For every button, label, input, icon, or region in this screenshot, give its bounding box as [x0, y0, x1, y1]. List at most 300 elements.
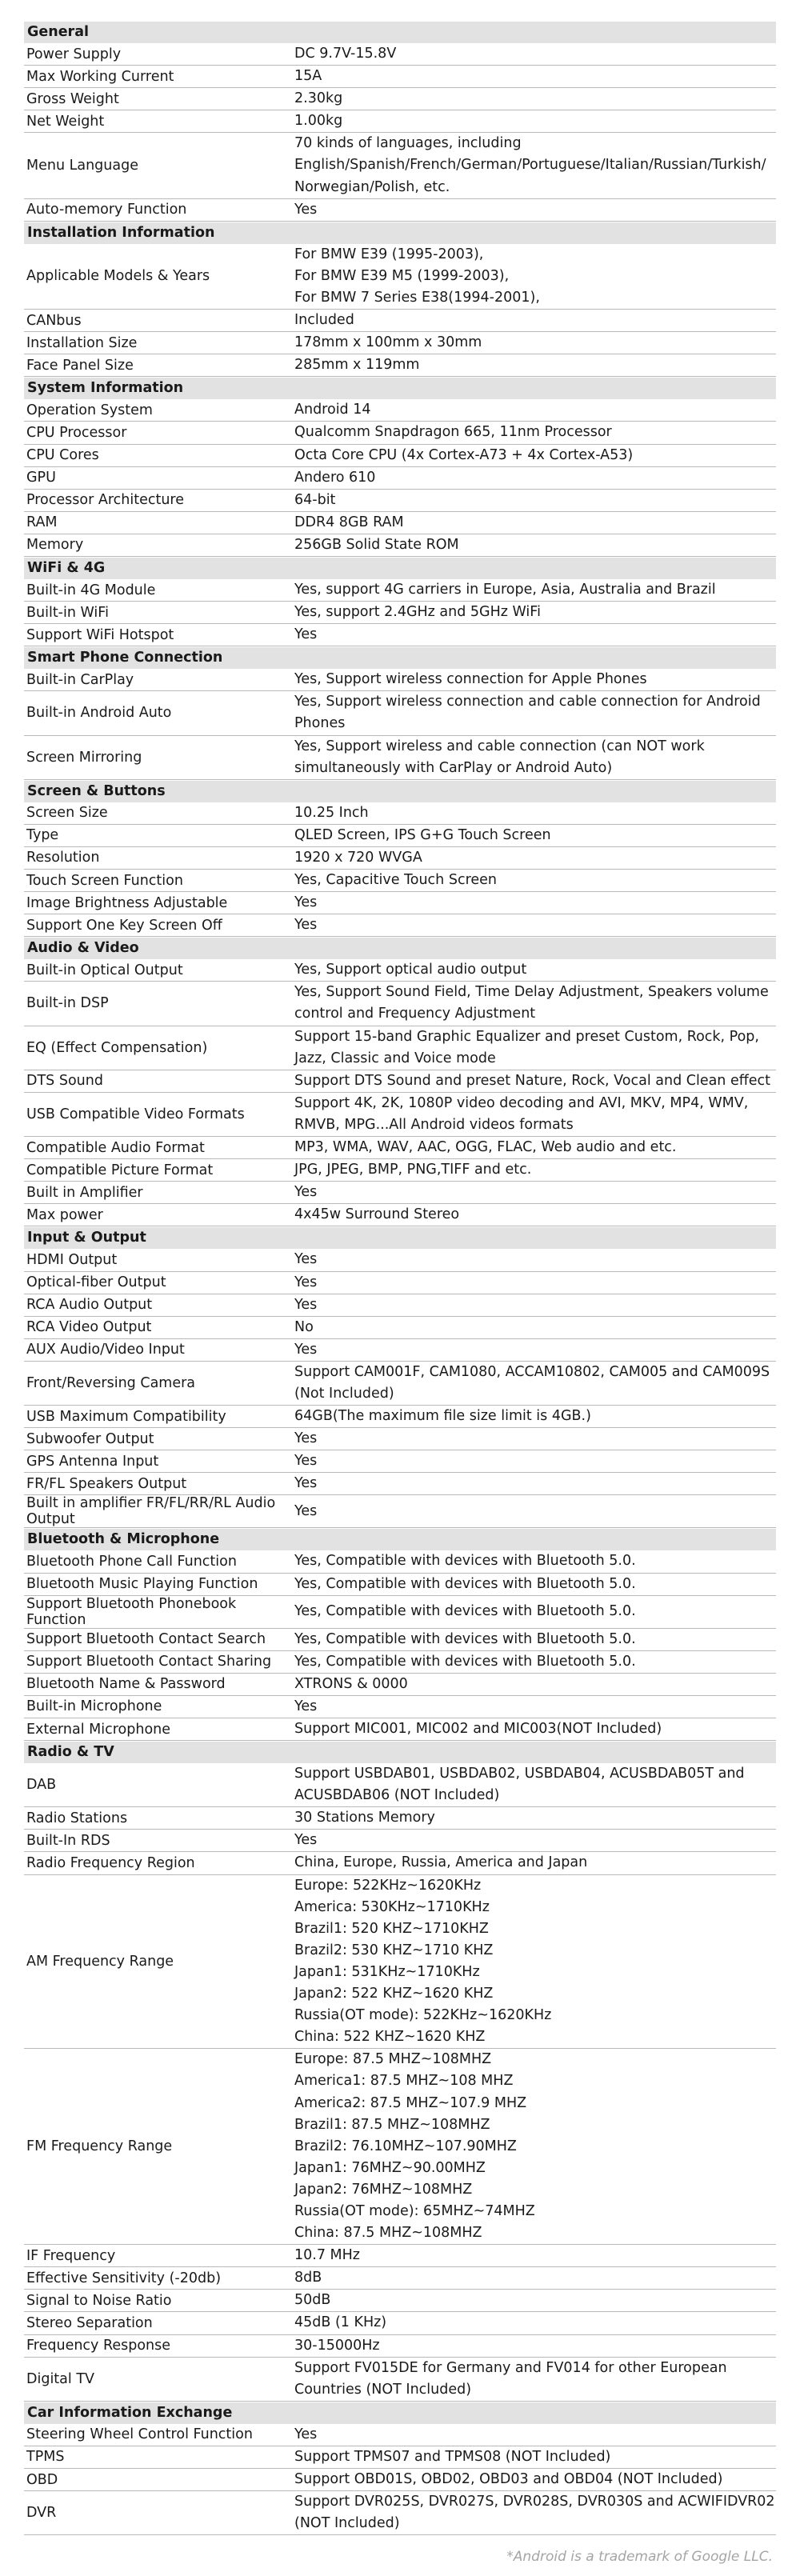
spec-value-line: Jazz, Classic and Voice mode: [294, 1050, 496, 1066]
spec-row: [24, 669, 776, 691]
spec-label: Frequency Response: [26, 2338, 171, 2354]
spec-value: [293, 1807, 776, 1829]
spec-row: [24, 982, 776, 1026]
spec-row: [24, 1596, 776, 1629]
spec-row: [24, 959, 776, 982]
spec-row: [24, 354, 776, 377]
spec-value-line: 30 Stations Memory: [294, 1810, 435, 1826]
spec-row: [24, 847, 776, 870]
spec-value: [293, 1550, 776, 1572]
spec-row: [24, 1696, 776, 1718]
spec-row: [24, 43, 776, 66]
spec-label: USB Maximum Compatibility: [26, 1408, 226, 1425]
spec-label: CPU Cores: [26, 447, 99, 464]
spec-value: [293, 2049, 776, 2244]
spec-row: [24, 399, 776, 422]
spec-value-line: Yes: [294, 1832, 318, 1849]
spec-value: [293, 1696, 776, 1718]
spec-value: [293, 1026, 776, 1070]
spec-value: [293, 43, 776, 65]
spec-value: [293, 1718, 776, 1740]
spec-value-line: Included: [294, 312, 354, 329]
spec-label: Processor Architecture: [26, 492, 184, 509]
spec-value: [293, 110, 776, 132]
spec-row: [24, 2446, 776, 2469]
spec-value-line: Brazil2: 76.10MHZ~107.90MHZ: [294, 2138, 517, 2154]
spec-row: [24, 1651, 776, 1674]
spec-row: [24, 244, 776, 310]
spec-value-line: China: 87.5 MHZ~108MHZ: [294, 2225, 482, 2242]
spec-label: Installation Size: [26, 334, 138, 351]
spec-value: [293, 870, 776, 891]
spec-value-line: For BMW E39 M5 (1999-2003),: [294, 267, 510, 284]
spec-value-line: Yes, Compatible with devices with Bluetooth 5.0.: [294, 1603, 636, 1620]
spec-value-line: 1.00kg: [294, 113, 343, 130]
spec-row: [24, 1495, 776, 1528]
spec-label: Applicable Models & Years: [26, 268, 210, 285]
spec-label: DVR: [26, 2505, 57, 2522]
spec-value-line: DDR4 8GB RAM: [294, 514, 404, 530]
spec-value: [293, 1875, 776, 2049]
spec-value: [293, 332, 776, 354]
spec-label: Support Bluetooth Contact Search: [26, 1631, 266, 1648]
spec-value-line: Support FV015DE for Germany and FV014 for other European: [294, 2359, 727, 2376]
spec-value-line: RMVB, MPG...All Android videos formats: [294, 1116, 574, 1133]
spec-label: Resolution: [26, 850, 100, 866]
spec-value-line: (Not Included): [294, 1385, 394, 1402]
spec-value-line: Support DTS Sound and preset Nature, Rock, Vocal and Clean effect: [294, 1072, 771, 1089]
spec-value: [293, 2424, 776, 2446]
spec-value-line: Qualcomm Snapdragon 665, 11nm Processor: [294, 424, 612, 441]
spec-value: [293, 534, 776, 556]
spec-value-line: 285mm x 119mm: [294, 357, 420, 374]
spec-label: RAM: [26, 514, 58, 531]
spec-row: [24, 2245, 776, 2267]
spec-value-line: Support USBDAB01, USBDAB02, USBDAB04, ACUSBDAB05T and: [294, 1766, 745, 1782]
spec-row: [24, 1249, 776, 1271]
spec-row: [24, 1629, 776, 1651]
spec-value: [293, 2290, 776, 2311]
spec-value: [293, 2335, 776, 2357]
spec-value: [293, 512, 776, 534]
spec-value-line: Japan1: 76MHZ~90.00MHZ: [294, 2159, 486, 2176]
spec-value: [293, 1272, 776, 1294]
spec-row: [24, 1718, 776, 1741]
spec-label: Support Bluetooth Contact Sharing: [26, 1654, 272, 1670]
spec-value-line: 45dB (1 KHz): [294, 2314, 387, 2331]
spec-label: Screen Size: [26, 805, 108, 822]
spec-value: [293, 959, 776, 981]
spec-value-line: Yes, Support wireless connection for Apple Phones: [294, 671, 647, 688]
spec-row: [24, 2358, 776, 2402]
spec-label: IF Frequency: [26, 2247, 116, 2264]
spec-table: [24, 21, 776, 2535]
spec-value-line: Brazil2: 530 KHZ~1710 KHZ: [294, 1942, 494, 1958]
spec-row: [24, 1093, 776, 1137]
spec-row: [24, 310, 776, 332]
spec-row: [24, 88, 776, 110]
spec-row: [24, 2049, 776, 2245]
spec-value-line: 1920 x 720 WVGA: [294, 849, 422, 866]
spec-value-line: Japan1: 531KHz~1710KHz: [294, 1963, 480, 1980]
spec-value-line: JPG, JPEG, BMP, PNG,TIFF and etc.: [294, 1162, 532, 1178]
spec-value-line: Yes, Support wireless and cable connection (can NOT work: [294, 738, 705, 754]
spec-value-line: Russia(OT mode): 522KHz~1620KHz: [294, 2007, 552, 2024]
spec-value-line: 50dB: [294, 2292, 331, 2309]
spec-value-line: Andero 610: [294, 469, 376, 486]
spec-value: [293, 2358, 776, 2401]
spec-value: [293, 66, 776, 87]
spec-label: CPU Processor: [26, 424, 127, 441]
spec-value-line: QLED Screen, IPS G+G Touch Screen: [294, 826, 551, 843]
spec-value-line: simultaneously with CarPlay or Android Auto): [294, 759, 613, 776]
spec-row: [24, 892, 776, 914]
spec-value: [293, 892, 776, 914]
spec-value-line: Yes, Compatible with devices with Bluetooth 5.0.: [294, 1553, 636, 1570]
spec-row: [24, 1339, 776, 1362]
spec-row: [24, 133, 776, 198]
spec-row: [24, 1362, 776, 1406]
spec-label: RCA Audio Output: [26, 1297, 153, 1314]
spec-label: Built-in 4G Module: [26, 582, 156, 598]
spec-value-line: Yes: [294, 1430, 318, 1447]
spec-row: [24, 66, 776, 88]
spec-value: [293, 133, 776, 198]
spec-row: [24, 1294, 776, 1317]
spec-row: [24, 1406, 776, 1428]
spec-value-line: Europe: 87.5 MHZ~108MHZ: [294, 2051, 492, 2068]
spec-value-line: 4x45w Surround Stereo: [294, 1206, 460, 1223]
spec-value: [293, 1204, 776, 1226]
spec-row: [24, 512, 776, 534]
spec-label: Built-in DSP: [26, 995, 109, 1012]
spec-value: [293, 199, 776, 221]
spec-value: [293, 1406, 776, 1427]
spec-label: EQ (Effect Compensation): [26, 1039, 208, 1056]
spec-value: [293, 2446, 776, 2468]
spec-label: Power Supply: [26, 46, 122, 62]
spec-label: CANbus: [26, 312, 82, 329]
spec-value-line: control and Frequency Adjustment: [294, 1006, 536, 1022]
spec-value: [293, 354, 776, 376]
spec-value-line: Yes, Compatible with devices with Bluetooth 5.0.: [294, 1575, 636, 1592]
section-header-radio-tv: Radio & TV: [24, 1742, 776, 1763]
spec-value-line: English/Spanish/French/German/Portuguese/Italian/Russian/Turkish/: [294, 157, 766, 174]
spec-value-line: 15A: [294, 68, 322, 85]
spec-label: HDMI Output: [26, 1251, 118, 1268]
spec-value-line: Support OBD01S, OBD02, OBD03 and OBD04 (NOT Included): [294, 2471, 723, 2487]
spec-label: Screen Mirroring: [26, 749, 142, 766]
section-header-audio-video: Audio & Video: [24, 938, 776, 959]
spec-label: Signal to Noise Ratio: [26, 2292, 172, 2309]
spec-value-line: Yes, support 2.4GHz and 5GHz WiFi: [294, 604, 541, 621]
spec-value-line: Yes, Compatible with devices with Bluetooth 5.0.: [294, 1630, 636, 1647]
spec-label: Effective Sensitivity (-20db): [26, 2270, 222, 2286]
spec-value-line: Europe: 522KHz~1620KHz: [294, 1877, 482, 1894]
spec-label: DAB: [26, 1777, 57, 1794]
trademark-footnote: *Android is a trademark of Google LLC.: [506, 2549, 773, 2565]
spec-label: Stereo Separation: [26, 2314, 153, 2331]
spec-value-line: America2: 87.5 MHZ~107.9 MHZ: [294, 2094, 527, 2111]
spec-value-line: 2.30kg: [294, 90, 343, 107]
section-header-car-information-exchange: Car Information Exchange: [24, 2402, 776, 2424]
spec-row: [24, 332, 776, 354]
spec-value: [293, 914, 776, 936]
spec-value-line: Support TPMS07 and TPMS08 (NOT Included): [294, 2448, 611, 2465]
spec-value: [293, 1450, 776, 1472]
spec-value-line: Yes: [294, 1274, 318, 1290]
section-header-wifi-4g: WiFi & 4G: [24, 558, 776, 579]
spec-row: [24, 1473, 776, 1495]
spec-label: USB Compatible Video Formats: [26, 1106, 245, 1122]
spec-value: [293, 825, 776, 846]
spec-value: [293, 2245, 776, 2266]
spec-row: [24, 2312, 776, 2334]
spec-label: Built-in Optical Output: [26, 962, 183, 978]
spec-value: [293, 1763, 776, 1806]
spec-label: Menu Language: [26, 158, 138, 174]
spec-label: Memory: [26, 537, 84, 554]
spec-label: TPMS: [26, 2449, 65, 2466]
spec-label: Built-in WiFi: [26, 604, 109, 621]
spec-label: Image Brightness Adjustable: [26, 894, 228, 911]
spec-row: [24, 534, 776, 557]
spec-label: DTS Sound: [26, 1073, 103, 1090]
spec-label: Front/Reversing Camera: [26, 1374, 196, 1391]
spec-value-line: Yes, Support Sound Field, Time Delay Adjustment, Speakers volume: [294, 984, 769, 1001]
spec-value-line: 64-bit: [294, 491, 336, 508]
spec-value: [293, 1249, 776, 1270]
spec-value-line: For BMW 7 Series E38(1994-2001),: [294, 289, 540, 306]
spec-value-line: Yes: [294, 1502, 318, 1519]
spec-row: [24, 2491, 776, 2535]
spec-label: Subwoofer Output: [26, 1430, 154, 1447]
spec-value-line: Norwegian/Polish, etc.: [294, 178, 450, 195]
spec-row: [24, 825, 776, 847]
spec-value-line: Android 14: [294, 402, 371, 418]
spec-label: Auto-memory Function: [26, 202, 187, 218]
spec-value: [293, 1159, 776, 1181]
spec-value: [293, 1830, 776, 1851]
spec-value: [293, 1317, 776, 1338]
spec-label: Steering Wheel Control Function: [26, 2426, 253, 2443]
spec-row: [24, 1428, 776, 1450]
spec-row: [24, 2424, 776, 2446]
spec-label: Bluetooth Phone Call Function: [26, 1553, 237, 1570]
spec-label: Radio Frequency Region: [26, 1855, 195, 1872]
spec-value-line: Yes: [294, 1251, 318, 1268]
spec-value-line: 30-15000Hz: [294, 2337, 380, 2354]
spec-value: [293, 1182, 776, 1203]
spec-value-line: Japan2: 522 KHZ~1620 KHZ: [294, 1986, 494, 2002]
spec-label: Face Panel Size: [26, 357, 134, 374]
spec-value-line: Yes, Support optical audio output: [294, 962, 527, 978]
spec-value-line: Yes: [294, 626, 318, 643]
spec-label: Built-in Microphone: [26, 1698, 162, 1715]
spec-value-line: 64GB(The maximum file size limit is 4GB.): [294, 1408, 591, 1425]
spec-value-line: Yes: [294, 1453, 318, 1470]
spec-value-line: Countries (NOT Included): [294, 2381, 472, 2398]
spec-value-line: 70 kinds of languages, including: [294, 135, 522, 152]
spec-value: [293, 1339, 776, 1361]
spec-value: [293, 1601, 776, 1622]
spec-value: [293, 1070, 776, 1092]
spec-value-line: Yes: [294, 1698, 318, 1714]
spec-value-line: DC 9.7V-15.8V: [294, 46, 397, 62]
spec-value-line: Support 15-band Graphic Equalizer and preset Custom, Rock, Pop,: [294, 1028, 759, 1045]
spec-value: [293, 2491, 776, 2534]
spec-row: [24, 1137, 776, 1159]
spec-value-line: 10.25 Inch: [294, 804, 369, 821]
spec-value-line: Japan2: 76MHZ~108MHZ: [294, 2181, 473, 2198]
spec-row: [24, 2290, 776, 2312]
spec-row: [24, 199, 776, 222]
spec-label: Net Weight: [26, 113, 105, 130]
spec-row: [24, 579, 776, 602]
spec-label: Built in Amplifier: [26, 1184, 143, 1201]
spec-label: GPU: [26, 470, 56, 486]
spec-row: [24, 691, 776, 735]
spec-value: [293, 624, 776, 646]
spec-value-line: 8dB: [294, 2270, 322, 2286]
spec-value-line: No: [294, 1318, 314, 1335]
spec-value-line: 256GB Solid State ROM: [294, 536, 459, 553]
spec-row: [24, 422, 776, 444]
spec-row: [24, 2267, 776, 2290]
spec-row: [24, 602, 776, 624]
spec-label: Touch Screen Function: [26, 872, 183, 889]
spec-row: [24, 1317, 776, 1339]
spec-value: [293, 1362, 776, 1405]
spec-row: [24, 914, 776, 937]
spec-value: [293, 2469, 776, 2490]
spec-value: [293, 399, 776, 421]
spec-row: [24, 1852, 776, 1874]
spec-value-line: America: 530KHz~1710KHz: [294, 1898, 490, 1915]
spec-row: [24, 467, 776, 490]
spec-label: RCA Video Output: [26, 1319, 152, 1336]
spec-value: [293, 1093, 776, 1136]
spec-value-line: Yes: [294, 201, 318, 218]
spec-row: [24, 1026, 776, 1070]
spec-value-line: Support MIC001, MIC002 and MIC003(NOT Included): [294, 1721, 662, 1737]
section-header-installation-information: Installation Information: [24, 222, 776, 244]
spec-value: [293, 2312, 776, 2334]
spec-row: [24, 490, 776, 512]
spec-value-line: Brazil1: 87.5 MHZ~108MHZ: [294, 2116, 490, 2133]
spec-row: [24, 1070, 776, 1093]
spec-label: External Microphone: [26, 1721, 171, 1738]
spec-row: [24, 624, 776, 646]
spec-label: Support WiFi Hotspot: [26, 626, 174, 643]
spec-row: [24, 1875, 776, 2050]
spec-label: Compatible Audio Format: [26, 1139, 205, 1156]
spec-label: Bluetooth Music Playing Function: [26, 1576, 258, 1593]
spec-value: [293, 1574, 776, 1595]
spec-label: Bluetooth Name & Password: [26, 1676, 226, 1693]
spec-label: GPS Antenna Input: [26, 1453, 159, 1470]
spec-row: [24, 1204, 776, 1226]
spec-value-line: Support 4K, 2K, 1080P video decoding and AVI, MKV, MP4, WMV,: [294, 1094, 749, 1111]
section-header-system-information: System Information: [24, 378, 776, 399]
spec-row: [24, 1807, 776, 1830]
spec-value-line: Yes, support 4G carriers in Europe, Asia, Australia and Brazil: [294, 581, 716, 598]
section-header-screen-buttons: Screen & Buttons: [24, 781, 776, 802]
spec-value: [293, 1428, 776, 1450]
spec-label: Built-in Android Auto: [26, 705, 172, 722]
spec-value-line: Support DVR025S, DVR027S, DVR028S, DVR030S and ACWIFIDVR02: [294, 2494, 775, 2510]
spec-value-line: 10.7 MHz: [294, 2247, 360, 2264]
spec-value: [293, 445, 776, 466]
spec-value-line: Octa Core CPU (4x Cortex-A73 + 4x Cortex-A53): [294, 446, 634, 463]
spec-value: [293, 1629, 776, 1650]
spec-value: [293, 310, 776, 331]
spec-label: Built-in CarPlay: [26, 671, 134, 688]
spec-value: [293, 490, 776, 511]
spec-label: AUX Audio/Video Input: [26, 1342, 185, 1358]
spec-row: [24, 1574, 776, 1596]
spec-row: [24, 2469, 776, 2491]
spec-value-line: Brazil1: 520 KHZ~1710KHZ: [294, 1920, 489, 1937]
spec-row: [24, 1159, 776, 1182]
spec-value-line: Yes: [294, 917, 318, 934]
spec-value-line: Support CAM001F, CAM1080, ACCAM10802, CAM005 and CAM009S: [294, 1363, 770, 1380]
spec-value-line: XTRONS & 0000: [294, 1675, 408, 1692]
spec-row: [24, 1182, 776, 1204]
spec-value: [293, 422, 776, 443]
spec-value-line: Phones: [294, 715, 346, 732]
spec-row: [24, 1674, 776, 1696]
spec-value-line: MP3, WMA, WAV, AAC, OGG, FLAC, Web audio and etc.: [294, 1139, 677, 1156]
spec-value: [293, 467, 776, 489]
spec-value: [293, 669, 776, 690]
spec-row: [24, 445, 776, 467]
spec-value: [293, 579, 776, 601]
spec-value: [293, 2267, 776, 2289]
spec-value-line: Yes, Capacitive Touch Screen: [294, 872, 497, 888]
spec-label: Compatible Picture Format: [26, 1162, 214, 1178]
spec-value: [293, 602, 776, 623]
spec-value: [293, 244, 776, 309]
spec-row: [24, 110, 776, 133]
spec-value: [293, 1473, 776, 1494]
spec-value: [293, 88, 776, 110]
spec-value-line: China, Europe, Russia, America and Japan: [294, 1854, 588, 1871]
spec-label: Support Bluetooth Phonebook Function: [26, 1595, 237, 1628]
spec-value-line: Yes: [294, 2426, 318, 2442]
spec-label: OBD: [26, 2471, 58, 2488]
spec-row: [24, 2335, 776, 2358]
spec-label: Gross Weight: [26, 90, 119, 107]
spec-label: Type: [26, 827, 59, 844]
spec-value: [293, 1852, 776, 1874]
spec-label: FR/FL Speakers Output: [26, 1475, 187, 1492]
spec-value-line: Yes, Compatible with devices with Bluetooth 5.0.: [294, 1653, 636, 1670]
spec-label: AM Frequency Range: [26, 1953, 174, 1970]
spec-value: [293, 847, 776, 869]
spec-row: [24, 1550, 776, 1573]
section-header-general: General: [24, 22, 776, 43]
spec-value-line: For BMW E39 (1995-2003),: [294, 246, 484, 262]
spec-value: [293, 1674, 776, 1695]
spec-value-line: China: 522 KHZ~1620 KHZ: [294, 2029, 486, 2046]
section-header-smart-phone-connection: Smart Phone Connection: [24, 647, 776, 669]
spec-row: [24, 1272, 776, 1294]
spec-label: Radio Stations: [26, 1810, 128, 1826]
spec-label: Max power: [26, 1206, 103, 1223]
spec-value-line: Yes: [294, 1184, 318, 1201]
spec-value: [293, 1294, 776, 1316]
